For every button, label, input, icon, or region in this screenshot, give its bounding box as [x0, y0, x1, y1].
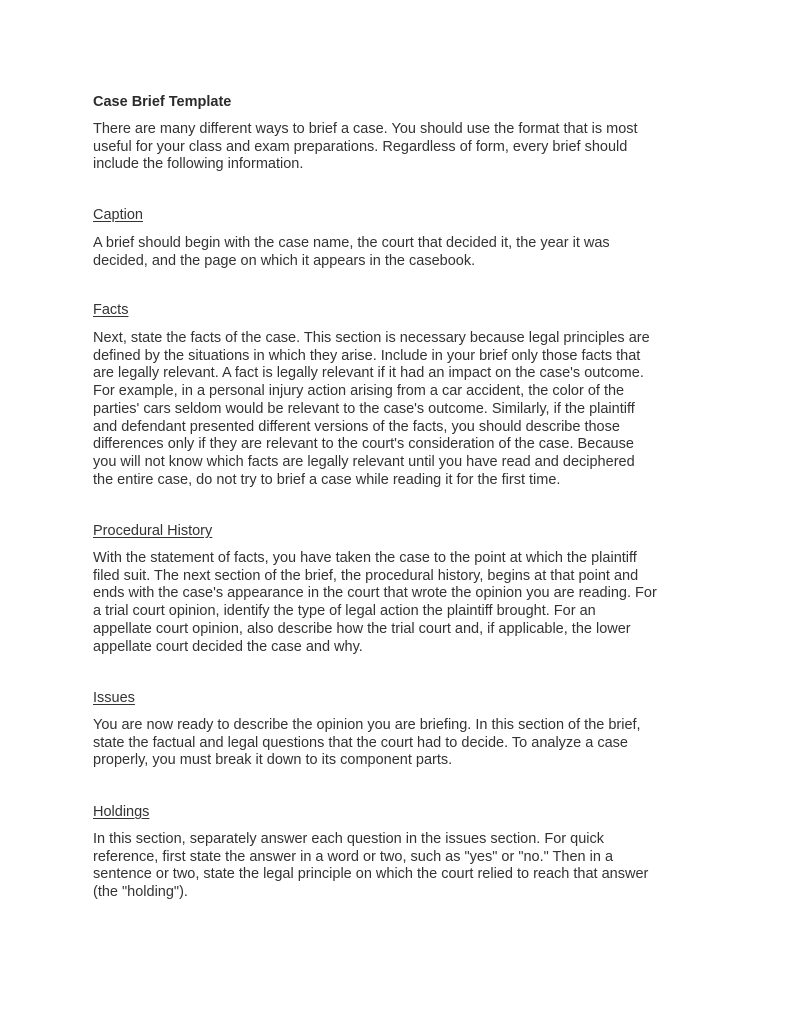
text-line: For example, in a personal injury action arising from a car accident, the color of the — [93, 383, 625, 400]
text-line: There are many different ways to brief a case. You should use the format that is most — [93, 121, 638, 137]
text-line: appellate court opinion, also describe how the trial court and, if applicable, the lower — [93, 620, 631, 637]
text-line: defined by the situations in which they arise. Include in your brief only those facts that — [93, 347, 641, 364]
text-line: decided, and the page on which it appears in the casebook. — [93, 252, 476, 269]
section-body-facts — [93, 330, 650, 489]
section-body-issues — [93, 717, 641, 770]
text-line: include the following information. — [93, 156, 304, 173]
text-line: A brief should begin with the case name, the court that decided it, the year it was — [93, 235, 610, 251]
intro-paragraph — [93, 121, 638, 174]
text-line: differences only if they are relevant to the court's consideration of the case. Because — [93, 436, 634, 453]
section-body-procedural-history — [93, 550, 657, 656]
section-heading-procedural-history: Procedural History — [93, 523, 213, 539]
text-line: Next, state the facts of the case. This section is necessary because legal principles are — [93, 330, 650, 346]
text-line: are legally relevant. A fact is legally relevant if it had an impact on the case's outcome. — [93, 365, 644, 382]
text-line: the entire case, do not try to brief a case while reading it for the first time. — [93, 471, 561, 488]
text-line: You are now ready to describe the opinion you are briefing. In this section of the brief, — [93, 717, 641, 733]
section-heading-facts: Facts — [93, 302, 129, 318]
section-body-holdings — [93, 831, 648, 902]
text-line: a trial court opinion, identify the type of legal action the plaintiff brought. For an — [93, 603, 596, 620]
text-line: properly, you must break it down to its component parts. — [93, 752, 453, 769]
text-line: state the factual and legal questions that the court had to decide. To analyze a case — [93, 734, 628, 751]
section-body-caption — [93, 235, 610, 270]
text-line: and defendant presented different versions of the facts, you should describe those — [93, 418, 620, 435]
text-line: reference, first state the answer in a word or two, such as "yes" or "no." Then in a — [93, 848, 614, 865]
text-line: With the statement of facts, you have taken the case to the point at which the plaintiff — [93, 550, 637, 566]
document-title: Case Brief Template — [93, 94, 232, 110]
section-heading-caption: Caption — [93, 207, 143, 223]
section-heading-issues: Issues — [93, 690, 135, 706]
text-line: filed suit. The next section of the brief, the procedural history, begins at that point and — [93, 567, 639, 584]
text-line: sentence or two, state the legal principle on which the court relied to reach that answer — [93, 866, 649, 883]
text-line: In this section, separately answer each question in the issues section. For quick — [93, 831, 604, 847]
text-line: ends with the case's appearance in the court that wrote the opinion you are reading. For — [93, 585, 657, 602]
text-line: you will not know which facts are legally relevant until you have read and deciphered — [93, 453, 635, 470]
text-line: parties' cars seldom would be relevant to the case's outcome. Similarly, if the plaintiff — [93, 400, 635, 417]
text-line: (the "holding"). — [93, 884, 188, 901]
section-heading-holdings: Holdings — [93, 804, 150, 820]
text-line: appellate court decided the case and why. — [93, 638, 363, 655]
text-line: useful for your class and exam preparations. Regardless of form, every brief should — [93, 138, 628, 155]
